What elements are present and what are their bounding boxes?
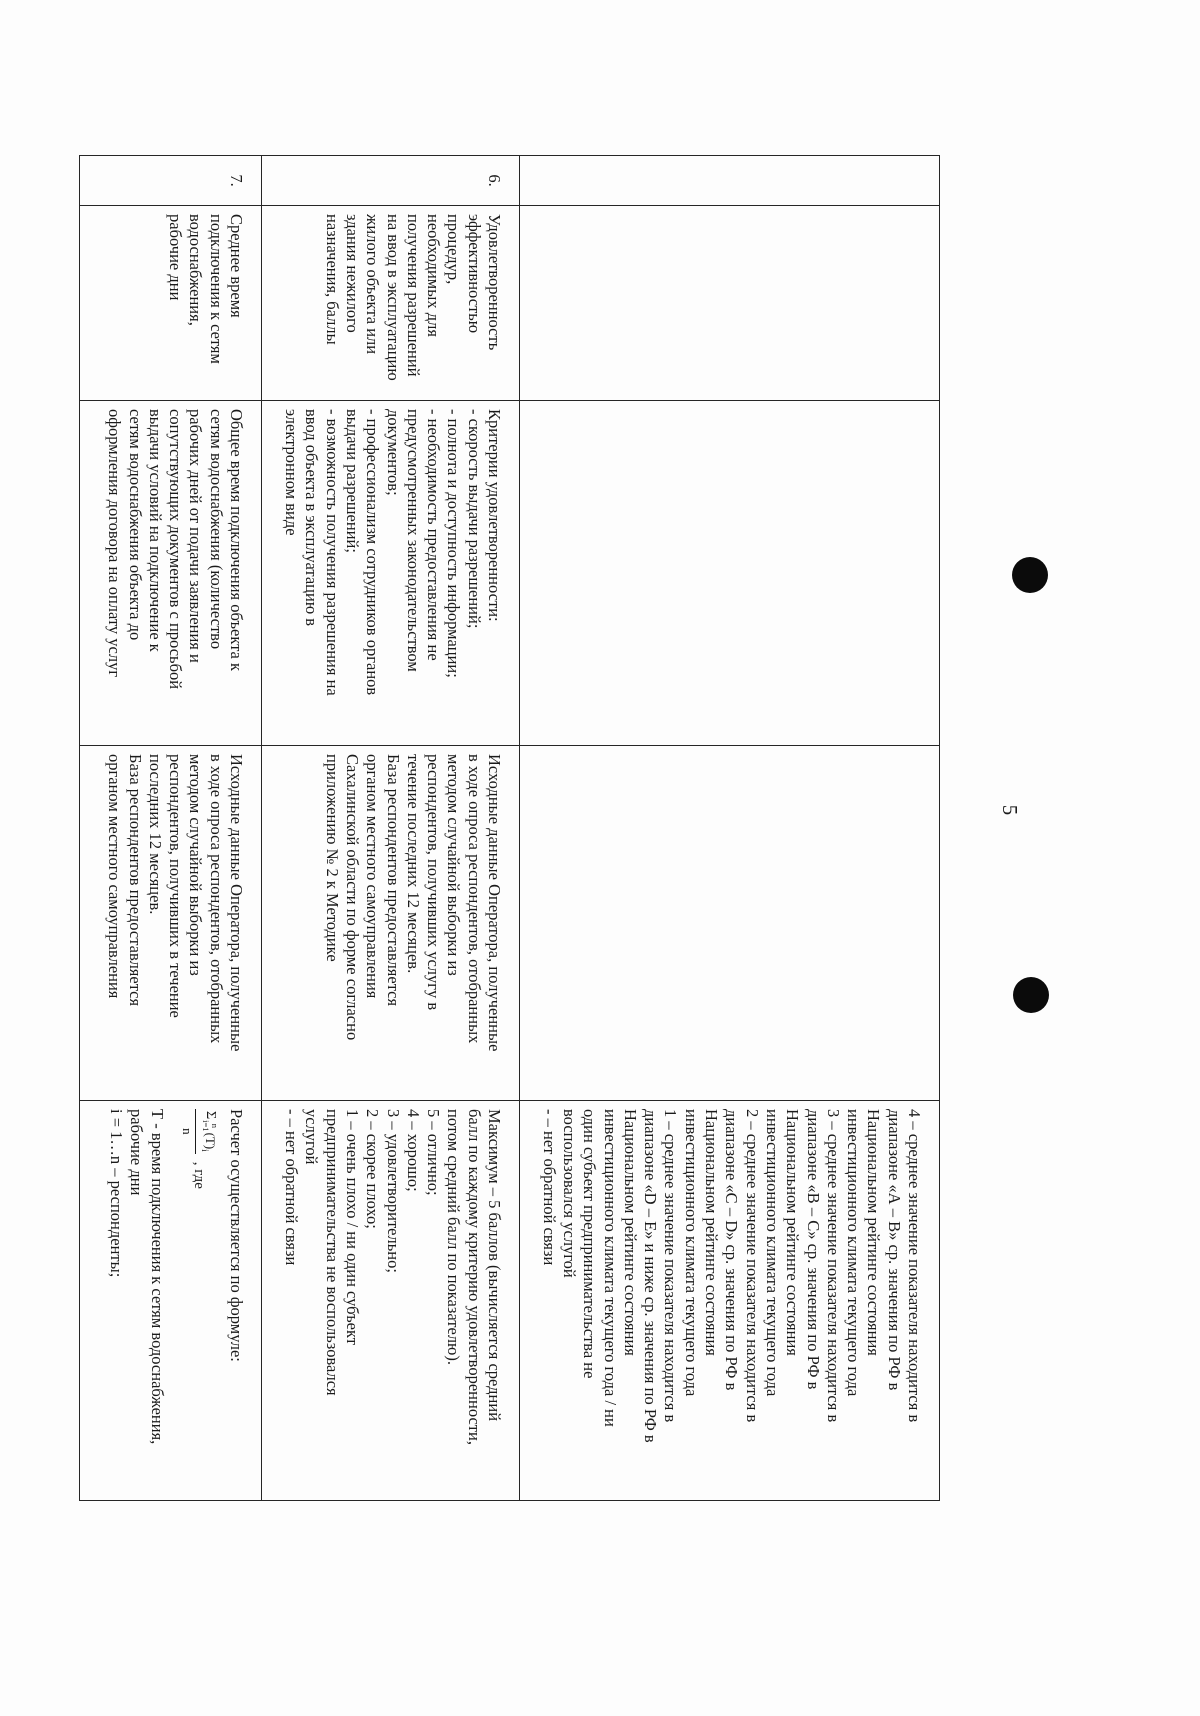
cell-calculation <box>520 1101 940 1501</box>
calculation-text: 4 – среднее значение показателя находится в диапазоне «А – В» ср. значения по РФ в Национальном рейтинге состояния инвестиционного климата текущего года 3 – среднее значение показателя находится в диапазоне «В – С» ср. значения по РФ в Национальном рейтинге состояния инвестиционного климата текущего года 2 – среднее значение показателя находится в диапазоне «С – D» ср. значения по РФ в Национальном рейтинге состояния инвестиционного климата текущего года 1 – среднее значение показателя находится в диапазоне «D – E» и ниже ср. значения по РФ в Национальном рейтинге состояния инвестиционного климата текущего года / ни один субъект предпринимательства не воспользовался услугой - – нет обратной связи <box>539 1109 924 1443</box>
cell-source <box>262 746 520 1101</box>
cell-number <box>520 156 940 206</box>
cell-calculation <box>262 1101 520 1501</box>
page-number: 5 <box>998 804 1022 816</box>
cell-indicator <box>80 206 262 401</box>
hole-punch <box>1013 977 1049 1013</box>
cell-indicator <box>520 206 940 401</box>
sum-term-subscript: i <box>199 1149 210 1152</box>
cell-number <box>80 156 262 206</box>
table-row <box>80 156 262 1501</box>
sum-term: (T) <box>202 1132 218 1150</box>
formula-suffix: , где <box>191 1161 208 1189</box>
formula-numerator <box>195 1109 219 1154</box>
calculation-intro: Расчет осуществляется по формуле: <box>227 1109 246 1362</box>
document-table-rotated <box>80 155 940 1500</box>
sum-lower-limit: i=1 <box>200 1120 211 1132</box>
indicator-name: Среднее время подключения к сетям водоснабжения, рабочие дни <box>166 214 246 364</box>
cell-source <box>80 746 262 1101</box>
sum-symbol: Σ <box>202 1111 218 1120</box>
table-row <box>520 156 940 1501</box>
hole-punch <box>1012 557 1048 593</box>
cell-criteria <box>262 401 520 746</box>
calculation-definitions: Т - время подключения к сетям водоснабжения, рабочие дни i = 1…n – респонденты; <box>107 1109 167 1445</box>
cell-indicator <box>262 206 520 401</box>
criteria-text: Общее время подключения объекта к сетям водоснабжения (количество рабочих дней от подачи заявления и сопутствующих документов с просьбой выдачи условий на подключение к сетям водоснабжения объекта до оформления договора на оплату услуг <box>105 409 246 690</box>
sum-upper-limit: n <box>209 1123 220 1128</box>
row-number: 7. <box>227 174 246 187</box>
source-text: Исходные данные Оператора, полученные в ходе опроса респондентов, отобранных методом случайной выборки из респондентов, получивших услугу в течение последних 12 месяцев. База респондентов предоставляется органом местного самоуправления Сахалинской области по форме согласно приложению № 2 к Методике <box>322 754 504 1052</box>
cell-source <box>520 746 940 1101</box>
cell-criteria <box>80 401 262 746</box>
criteria-text: Критерии удовлетворенности: - скорость выдачи разрешений; - полнота и доступность информации; - необходимость предоставления не предусмотренных законодательством документов; - профессионализм сотрудников органов выдачи разрешений; - возможность получения разрешения на ввод объекта в эксплуатацию в электронном виде <box>282 409 504 696</box>
cell-calculation <box>80 1101 262 1501</box>
formula-fraction <box>180 1109 219 1154</box>
calculation-text: Максимум – 5 баллов (вычисляется средний балл по каждому критерию удовлетворенности, потом средний балл по показателю). 5 – отлично; 4 – хорошо; 3 – удовлетворительно; 2 – скорее плохо; 1 – очень плохо / ни один субъект предпринимательства не воспользовался услугой - – нет обратной связи <box>282 1109 504 1445</box>
source-text: Исходные данные Оператора, полученные в ходе опроса респондентов, отобранных методом случайной выборки из респондентов, получивших в течение последних 12 месяцев. База респондентов предоставляется органом местного самоуправления <box>105 754 246 1052</box>
cell-number <box>262 156 520 206</box>
indicator-name: Удовлетворенность эффективностью процедур, необходимых для получения разрешений на ввод в эксплуатацию жилого объекта или здания нежилого назначения, баллы <box>322 214 504 381</box>
row-number: 6. <box>485 174 504 187</box>
formula-denominator: n <box>179 1128 195 1135</box>
indicator-table <box>79 155 940 1501</box>
sum-limits <box>201 1120 219 1131</box>
cell-criteria <box>520 401 940 746</box>
table-row <box>262 156 520 1501</box>
formula <box>180 1109 219 1492</box>
